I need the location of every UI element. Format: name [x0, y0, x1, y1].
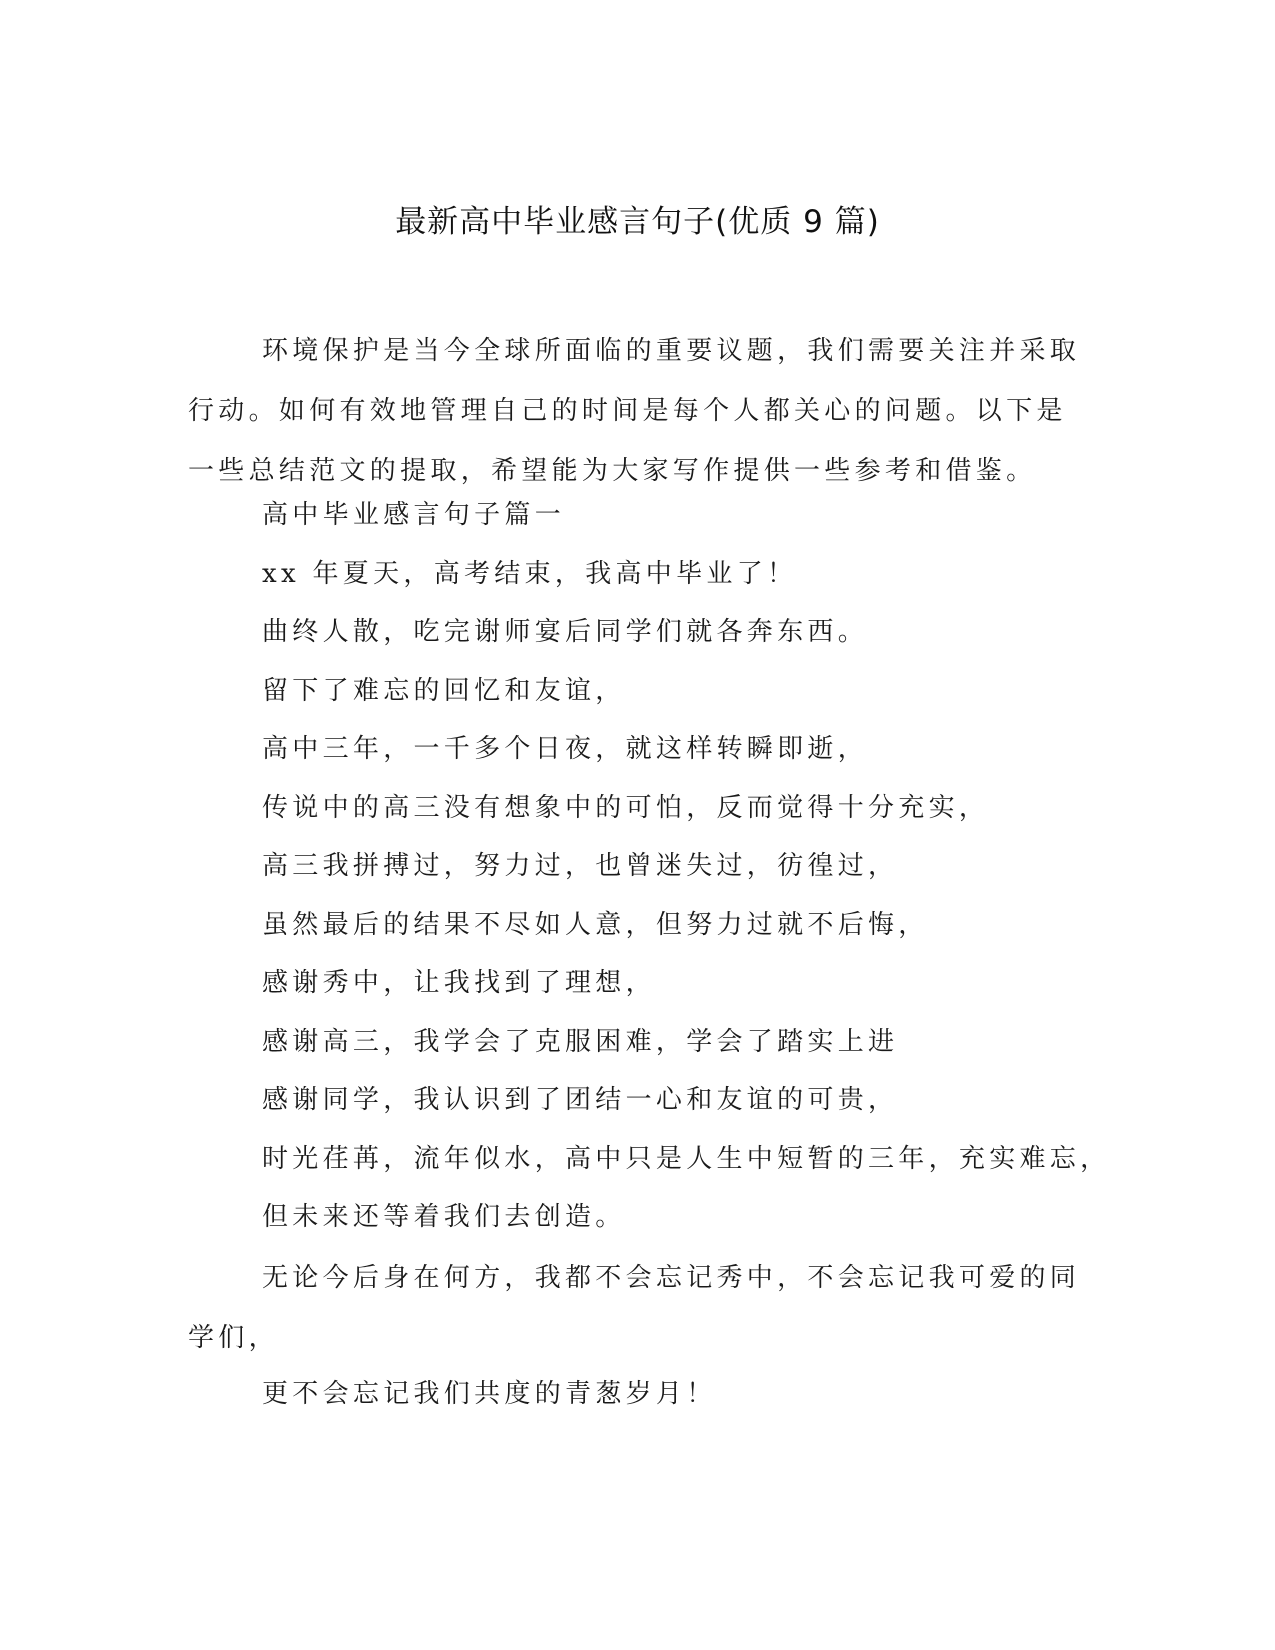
section-heading: 高中毕业感言句子篇一 [262, 500, 566, 530]
body-line: 高三我拼搏过，努力过，也曾迷失过，彷徨过， [262, 851, 899, 881]
body-line: 传说中的高三没有想象中的可怕，反而觉得十分充实， [262, 793, 990, 823]
body-line: 时光荏苒，流年似水，高中只是人生中短暂的三年，充实难忘， [262, 1144, 1111, 1174]
body-line: 曲终人散，吃完谢师宴后同学们就各奔东西。 [262, 617, 869, 647]
closing-paragraph: 无论今后身在何方，我都不会忘记秀中，不会忘记我可爱的同学们， [188, 1263, 1081, 1353]
body-line: 虽然最后的结果不尽如人意，但努力过就不后悔， [262, 910, 929, 940]
final-line: 更不会忘记我们共度的青葱岁月！ [262, 1379, 717, 1409]
body-line: 感谢同学，我认识到了团结一心和友谊的可贵， [262, 1085, 899, 1115]
body-line: 留下了难忘的回忆和友谊， [262, 676, 626, 706]
document-title: 最新高中毕业感言句子(优质 9 篇) [395, 204, 880, 240]
body-line: 高中三年，一千多个日夜，就这样转瞬即逝， [262, 734, 869, 764]
body-line: 感谢秀中，让我找到了理想， [262, 968, 656, 998]
intro-paragraph: 环境保护是当今全球所面临的重要议题，我们需要关注并采取行动。如何有效地管理自己的时间是每个人都关心的问题。以下是一些总结范文的提取，希望能为大家写作提供一些参考和借鉴。 [188, 336, 1081, 486]
body-line: 感谢高三，我学会了克服困难，学会了踏实上进 [262, 1027, 899, 1057]
body-line: xx 年夏天，高考结束，我高中毕业了！ [262, 559, 798, 589]
body-line: 但未来还等着我们去创造。 [262, 1202, 626, 1232]
